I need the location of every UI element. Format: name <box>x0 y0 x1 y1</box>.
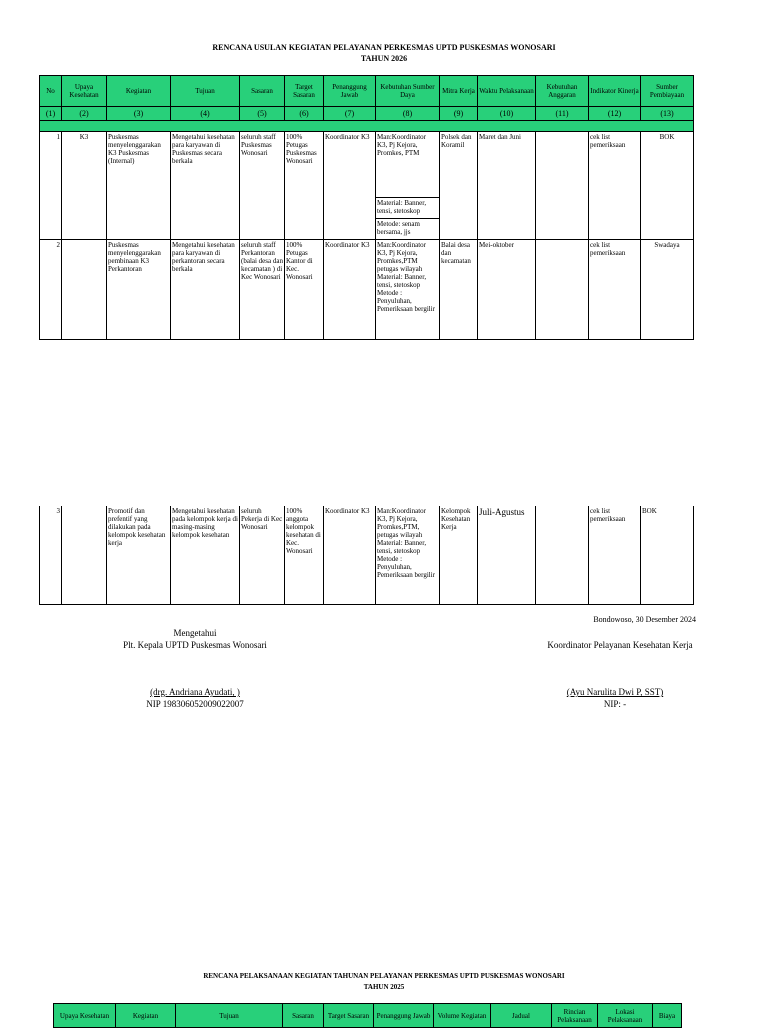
header-cell: Upaya Kesehatan <box>62 76 107 107</box>
row-no: 1 <box>40 132 62 240</box>
col-number: (1) <box>40 107 62 121</box>
table-header-row <box>40 76 694 107</box>
row-tujuan: Mengetahui kesehatan para karyawan di Puskesmas secara berkala <box>171 132 240 240</box>
row-mitra: Balai desa dan kecamatan <box>440 240 478 340</box>
header-cell: Kebutuhan Sumber Daya <box>376 76 440 107</box>
col-number: (4) <box>171 107 240 121</box>
row-pj: Koordinator K3 <box>324 132 376 240</box>
header-cell: Tujuan <box>171 76 240 107</box>
header-cell: Sasaran <box>283 1004 324 1028</box>
row-anggaran <box>536 506 589 604</box>
header-cell: Lokasi Pelaksanaan <box>598 1004 653 1028</box>
header-cell: Waktu Pelaksanaan <box>478 76 536 107</box>
row-anggaran <box>536 240 589 340</box>
doc-year: TAHUN 2026 <box>360 54 408 63</box>
header-cell: Target Sasaran <box>324 1004 374 1028</box>
header-cell: Jadual <box>491 1004 552 1028</box>
sd-material: Material: Banner, tensi, stetoskop <box>376 197 439 218</box>
row-waktu: Juli-Agustus <box>478 506 536 604</box>
header-cell: Penanggung Jawab <box>374 1004 434 1028</box>
header-cell: Kegiatan <box>107 76 171 107</box>
col-number: (8) <box>376 107 440 121</box>
plan-table-continued <box>39 506 694 605</box>
header-cell: Kebutuhan Anggaran <box>536 76 589 107</box>
right-sig-position: Koordinator Pelayanan Kesehatan Kerja <box>547 640 693 650</box>
doc2-year: TAHUN 2025 <box>363 983 405 991</box>
row-target: 100% Petugas Puskesmas Wonosari <box>285 132 324 240</box>
header-cell: Rincian Pelaksanaan <box>552 1004 598 1028</box>
band-cell <box>40 121 694 132</box>
header-cell: Biaya <box>653 1004 682 1028</box>
col-number: (2) <box>62 107 107 121</box>
row-sumber-daya: Man:Koordinator K3, Pj Kejora, Promkes,PTM petugas wilayah Material: Banner, tensi, stetoskop Metode : Penyuluhan, Pemeriksaan bergilir <box>376 240 440 340</box>
row-upaya <box>62 506 107 604</box>
col-number: (13) <box>641 107 694 121</box>
header-cell: Indikator Kinerja <box>589 76 641 107</box>
col-number: (10) <box>478 107 536 121</box>
row-sumber: BOK <box>641 506 694 604</box>
col-number: (7) <box>324 107 376 121</box>
header-cell: Tujuan <box>176 1004 283 1028</box>
header-cell: Volume Kegiatan <box>434 1004 491 1028</box>
col-number: (12) <box>589 107 641 121</box>
green-band-row <box>40 121 694 132</box>
column-number-row <box>40 107 694 121</box>
row-upaya: K3 <box>62 132 107 240</box>
row-indikator: cek list pemeriksaan <box>589 240 641 340</box>
doc-title: RENCANA USULAN KEGIATAN PELAYANAN PERKESMAS UPTD PUSKESMAS WONOSARI <box>212 43 556 52</box>
header-cell: Kegiatan <box>116 1004 176 1028</box>
plan-table-2025 <box>53 1003 682 1028</box>
place-date: Bondowoso, 30 Desember 2024 <box>593 615 696 624</box>
row-upaya <box>62 240 107 340</box>
row-sasaran: seluruh Pekerja di Kec Wonosari <box>240 506 285 604</box>
row-tujuan: Mengetahui kesehatan para karyawan di perkantoran secara berkala <box>171 240 240 340</box>
table-row <box>40 240 694 340</box>
row-sasaran: seluruh staff Perkantoran (balai desa dan kecamatan ) di Kec Wonosari <box>240 240 285 340</box>
col-number: (5) <box>240 107 285 121</box>
row-waktu: Maret dan Juni <box>478 132 536 240</box>
doc2-title: RENCANA PELAKSANAAN KEGIATAN TAHUNAN PELAYANAN PERKESMAS UPTD PUSKESMAS WONOSARI <box>203 972 565 980</box>
left-sig-position: Plt. Kepala UPTD Puskesmas Wonosari <box>123 640 267 650</box>
left-sig-label: Mengetahui <box>173 628 217 638</box>
row-no: 2 <box>40 240 62 340</box>
col-number: (9) <box>440 107 478 121</box>
row-no: 3 <box>40 506 62 604</box>
plan-table <box>39 75 694 340</box>
header-cell: Target Sasaran <box>285 76 324 107</box>
row-waktu: Mei-oktober <box>478 240 536 340</box>
col-number: (11) <box>536 107 589 121</box>
row-sumber: BOK <box>641 132 694 240</box>
row-pj: Koordinator K3 <box>324 506 376 604</box>
row-sumber-daya <box>376 132 440 240</box>
row-tujuan: Mengetahui kesehatan pada kelompok kerja di masing-masing kelompok kesehatan <box>171 506 240 604</box>
sd-metode: Metode: senam bersama, jjs <box>376 218 439 239</box>
row-anggaran <box>536 132 589 240</box>
row-sumber-daya: Man:Koordinator K3, Pj Kejora, Promkes,PTM, petugas wilayah Material: Banner, tensi, stetoskop Metode : Penyuluhan, Pemeriksaan bergilir <box>376 506 440 604</box>
left-sig-id: NIP 198306052009022007 <box>146 699 244 709</box>
header-cell: Penanggung Jawab <box>324 76 376 107</box>
header-cell: Sasaran <box>240 76 285 107</box>
right-sig-name: (Ayu Narulita Dwi P, SST) <box>566 687 664 697</box>
row-kegiatan: Promotif dan prefentif yang dilakukan pada kelompok kesehatan kerja <box>107 506 171 604</box>
header-cell: No <box>40 76 62 107</box>
col-number: (6) <box>285 107 324 121</box>
table-row <box>40 506 694 604</box>
row-target: 100% Petugas Kantor di Kec. Wonosari <box>285 240 324 340</box>
row-mitra: Polsek dan Koramil <box>440 132 478 240</box>
row-indikator: cek list pemeriksaan <box>589 132 641 240</box>
table-row <box>40 132 694 240</box>
col-number: (3) <box>107 107 171 121</box>
row-target: 100% anggota kelompok kesehatan di Kec. Wonosari <box>285 506 324 604</box>
row-mitra: Kelompok Kesehatan Kerja <box>440 506 478 604</box>
sd-man: Man:Koordinator K3, Pj Kejora, Promkes, PTM <box>377 133 426 157</box>
row-pj: Koordinator K3 <box>324 240 376 340</box>
header-cell: Upaya Kesehatan <box>54 1004 116 1028</box>
left-sig-name: (drg. Andriana Ayudati, ) <box>150 687 240 697</box>
row-kegiatan: Puskesmas menyelenggarakan pembinaan K3 Perkantoran <box>107 240 171 340</box>
row-sasaran: seluruh staff Puskesmas Wonosari <box>240 132 285 240</box>
header-cell: Mitra Kerja <box>440 76 478 107</box>
row-indikator: cek list pemeriksaan <box>589 506 641 604</box>
right-sig-id: NIP: - <box>603 699 627 709</box>
header-cell: Sumber Pembiayaan <box>641 76 694 107</box>
row-sumber: Swadaya <box>641 240 694 340</box>
row-kegiatan: Puskesmas menyelenggarakan K3 Puskesmas (Internal) <box>107 132 171 240</box>
